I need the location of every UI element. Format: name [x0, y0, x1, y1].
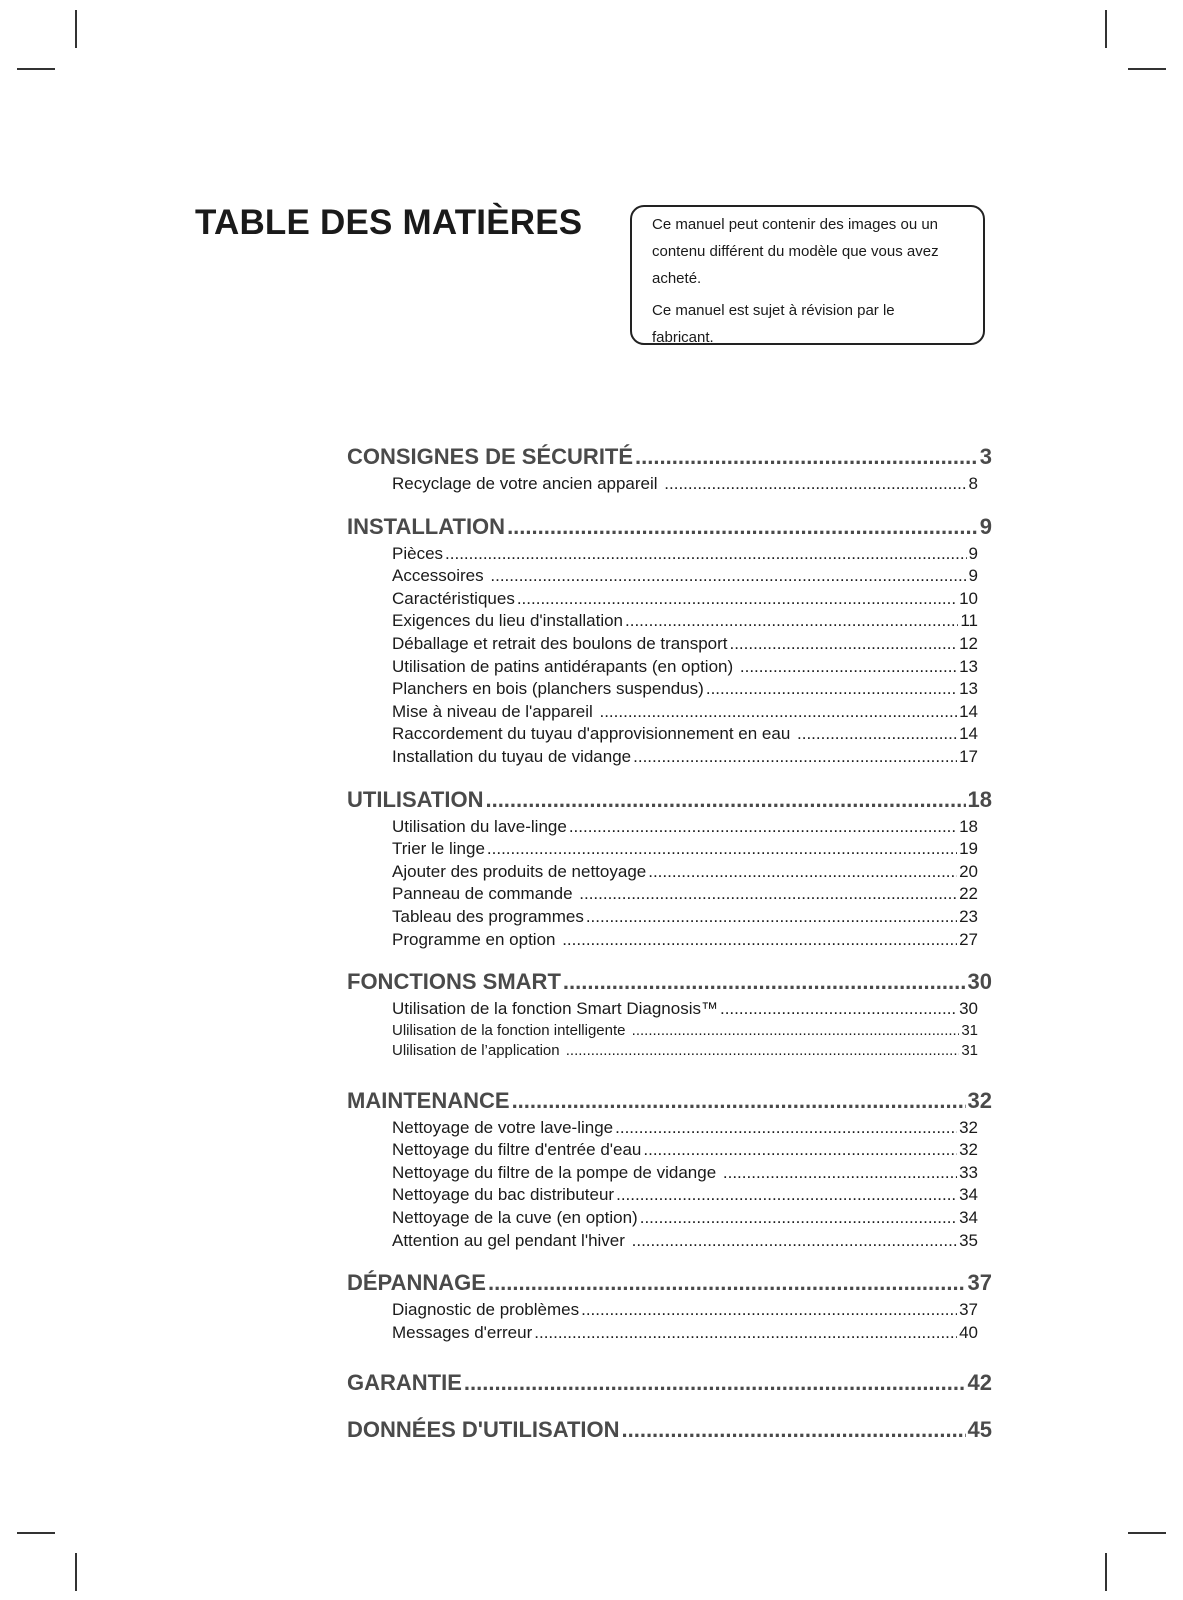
toc-entry[interactable] [347, 816, 992, 839]
toc-section-title: INSTALLATION [347, 513, 506, 539]
toc-entry-page: 31 [961, 1042, 978, 1060]
dot-leader [517, 588, 957, 611]
crop-mark [1128, 1532, 1166, 1534]
toc-section-title: DÉPANNAGE [347, 1270, 486, 1296]
toc-entry[interactable] [347, 543, 992, 566]
crop-mark [75, 10, 77, 48]
toc-entry-label: Utilisation de patins antidérapants (en option) [392, 656, 738, 676]
dot-leader [643, 1139, 957, 1162]
toc-entry[interactable] [347, 906, 992, 929]
toc-section-title: MAINTENANCE [347, 1087, 510, 1113]
toc-entry-page: 10 [959, 588, 978, 608]
toc-entry-page: 18 [959, 816, 978, 836]
dot-leader [640, 1207, 957, 1230]
dot-leader [586, 906, 957, 929]
dot-leader [581, 1299, 957, 1322]
toc-section-page: 45 [967, 1417, 992, 1443]
dot-leader [464, 1366, 966, 1399]
toc-section-heading[interactable] [347, 1366, 992, 1399]
toc-entry-label: Ajouter des produits de nettoyage [392, 861, 647, 881]
dot-leader [445, 543, 967, 566]
toc-entry[interactable] [347, 1322, 992, 1345]
toc-entry-page: 30 [959, 999, 978, 1019]
toc-entry-page: 17 [959, 746, 978, 766]
toc-section-heading[interactable] [347, 783, 992, 816]
notice-paragraph [652, 297, 971, 351]
toc-section-heading[interactable] [347, 1413, 992, 1446]
toc-entry-label: Nettoyage du filtre d'entrée d'eau [392, 1140, 642, 1160]
toc-section-page: 37 [967, 1270, 992, 1296]
notice-line: contenu différent du modèle que vous avez [652, 243, 939, 260]
toc-entry-page: 14 [959, 724, 978, 744]
notice-line: Ce manuel est sujet à révision par le [652, 302, 895, 319]
toc-entry-label: Raccordement du tuyau d'approvisionnement en eau [392, 724, 796, 744]
dot-leader [635, 440, 978, 473]
dot-leader [615, 1117, 957, 1140]
toc-section [347, 1366, 992, 1399]
toc-entry-page: 27 [959, 929, 978, 949]
toc-section [347, 965, 992, 1062]
toc-entry[interactable] [347, 633, 992, 656]
toc-entry[interactable] [347, 1139, 992, 1162]
toc-entry[interactable] [347, 746, 992, 769]
toc-entry-page: 40 [959, 1322, 978, 1342]
toc-entry-label: Programme en option [392, 929, 561, 949]
page-title: TABLE DES MATIÈRES [195, 203, 583, 242]
toc-entry-page: 12 [959, 633, 978, 653]
toc-entry-page: 20 [959, 861, 978, 881]
toc-entry-label: Déballage et retrait des boulons de transport [392, 633, 728, 653]
toc-entry-label: Utilisation de la fonction Smart Diagnosis™ [392, 999, 718, 1019]
toc-entry[interactable] [347, 565, 992, 588]
toc-entry-page: 13 [959, 679, 978, 699]
dot-leader [534, 1322, 957, 1345]
toc-entry-page: 34 [959, 1208, 978, 1228]
toc-entry-label: Nettoyage de la cuve (en option) [392, 1208, 638, 1228]
toc-entry-page: 31 [961, 1021, 978, 1039]
toc-section [347, 1266, 992, 1344]
dot-leader [566, 1041, 960, 1062]
toc-entry[interactable] [347, 1207, 992, 1230]
dot-leader [507, 510, 978, 543]
notice-line: fabricant. [652, 329, 714, 346]
toc-entry-label: Messages d'erreur [392, 1322, 533, 1342]
toc-entry[interactable] [347, 998, 992, 1021]
toc-entry-label: Ulilisation de la fonction intelligente [392, 1021, 630, 1039]
toc-entry[interactable] [347, 1184, 992, 1207]
toc-section-page: 3 [979, 444, 992, 469]
toc-section-page: 18 [967, 786, 992, 812]
toc-section-page: 30 [967, 969, 992, 995]
dot-leader [599, 701, 957, 724]
toc-entry-label: Accessoires [392, 566, 489, 586]
toc-entry-label: Pièces [392, 543, 444, 563]
toc-entry-page: 22 [959, 884, 978, 904]
toc-section-title: UTILISATION [347, 786, 484, 812]
toc-entry-label: Mise à niveau de l'appareil [392, 701, 598, 721]
toc-entry-page: 14 [959, 701, 978, 721]
toc-section-heading[interactable] [347, 440, 992, 473]
toc-entry[interactable] [347, 588, 992, 611]
crop-mark [17, 1532, 55, 1534]
toc-entry[interactable] [347, 1162, 992, 1185]
notice-line: acheté. [652, 270, 702, 287]
crop-mark [75, 1553, 77, 1591]
toc-entry-page: 11 [960, 611, 978, 631]
toc-entry[interactable] [347, 838, 992, 861]
dot-leader [625, 610, 958, 633]
crop-mark [1105, 1553, 1107, 1591]
toc-entry-label: Planchers en bois (planchers suspendus) [392, 679, 704, 699]
toc-section [347, 1084, 992, 1253]
toc-entry[interactable] [347, 1230, 992, 1253]
toc-section-page: 9 [979, 513, 992, 539]
toc-section-heading[interactable] [347, 1084, 992, 1117]
dot-leader [579, 883, 957, 906]
toc-entry[interactable] [347, 1299, 992, 1322]
dot-leader [664, 473, 966, 496]
toc-section [347, 1413, 992, 1446]
toc-entry[interactable] [347, 861, 992, 884]
toc-entry-label: Panneau de commande [392, 884, 578, 904]
toc-entry[interactable] [347, 701, 992, 724]
dot-leader [729, 633, 957, 656]
toc-entry-page: 35 [959, 1230, 978, 1250]
dot-leader [616, 1184, 957, 1207]
toc-section [347, 783, 992, 952]
toc-entry[interactable] [347, 929, 992, 952]
toc-entry-label: Nettoyage du bac distributeur [392, 1185, 615, 1205]
dot-leader [706, 678, 957, 701]
toc-entry-page: 13 [959, 656, 978, 676]
dot-leader [562, 929, 957, 952]
dot-leader [740, 656, 957, 679]
toc-entry[interactable] [347, 678, 992, 701]
toc-entry-label: Trier le linge [392, 839, 485, 859]
toc-entry-label: Utilisation du lave-linge [392, 816, 567, 836]
toc-section-heading[interactable] [347, 510, 992, 543]
toc-entry-page: 32 [959, 1117, 978, 1137]
toc-entry-label: Nettoyage du filtre de la pompe de vidange [392, 1162, 721, 1182]
table-of-contents [347, 440, 992, 1460]
toc-section-title: GARANTIE [347, 1370, 462, 1396]
dot-leader [632, 1230, 957, 1253]
toc-entry-label: Ulilisation de l’application [392, 1042, 564, 1060]
toc-section-heading[interactable] [347, 1266, 992, 1299]
toc-entry-label: Installation du tuyau de vidange [392, 746, 632, 766]
dot-leader [622, 1413, 966, 1446]
dot-leader [490, 565, 966, 588]
toc-entry[interactable] [347, 1041, 992, 1062]
toc-entry[interactable] [347, 1117, 992, 1140]
toc-entry-label: Nettoyage de votre lave-linge [392, 1117, 614, 1137]
notice-line: Ce manuel peut contenir des images ou un [652, 216, 939, 233]
toc-section-title: DONNÉES D'UTILISATION [347, 1417, 620, 1443]
toc-entry-label: Tableau des programmes [392, 906, 584, 926]
dot-leader [633, 746, 957, 769]
toc-section-heading[interactable] [347, 965, 992, 998]
dot-leader [723, 1162, 957, 1185]
dot-leader [485, 783, 965, 816]
dot-leader [648, 861, 957, 884]
toc-entry[interactable] [347, 1021, 992, 1042]
toc-entry-label: Diagnostic de problèmes [392, 1300, 580, 1320]
toc-section [347, 440, 992, 496]
toc-entry-page: 9 [968, 566, 978, 586]
dot-leader [632, 1021, 960, 1042]
dot-leader [569, 816, 957, 839]
crop-mark [1105, 10, 1107, 48]
toc-entry-label: Caractéristiques [392, 588, 515, 608]
dot-leader [563, 965, 966, 998]
dot-leader [797, 723, 957, 746]
toc-entry[interactable] [347, 610, 992, 633]
toc-section-page: 32 [967, 1087, 992, 1113]
toc-section-title: CONSIGNES DE SÉCURITÉ [347, 444, 634, 469]
toc-entry-page: 23 [959, 906, 978, 926]
toc-entry-page: 33 [959, 1162, 978, 1182]
toc-entry[interactable] [347, 883, 992, 906]
toc-entry[interactable] [347, 723, 992, 746]
toc-entry-page: 37 [959, 1300, 978, 1320]
toc-entry[interactable] [347, 656, 992, 679]
toc-entry-page: 32 [959, 1140, 978, 1160]
toc-section-title: FONCTIONS SMART [347, 969, 561, 995]
crop-mark [1128, 68, 1166, 70]
toc-entry-page: 34 [959, 1185, 978, 1205]
dot-leader [488, 1266, 966, 1299]
toc-entry[interactable] [347, 473, 992, 496]
toc-entry-label: Exigences du lieu d'installation [392, 611, 624, 631]
dot-leader [487, 838, 957, 861]
toc-entry-page: 8 [968, 474, 978, 493]
dot-leader [512, 1084, 966, 1117]
toc-entry-label: Recyclage de votre ancien appareil [392, 474, 663, 493]
toc-entry-label: Attention au gel pendant l'hiver [392, 1230, 630, 1250]
toc-section [347, 510, 992, 769]
notice-paragraph [652, 211, 971, 292]
toc-section-page: 42 [967, 1370, 992, 1396]
dot-leader [720, 998, 957, 1021]
crop-mark [17, 68, 55, 70]
toc-entry-page: 19 [959, 839, 978, 859]
toc-entry-page: 9 [968, 543, 978, 563]
notice-box [630, 205, 985, 345]
